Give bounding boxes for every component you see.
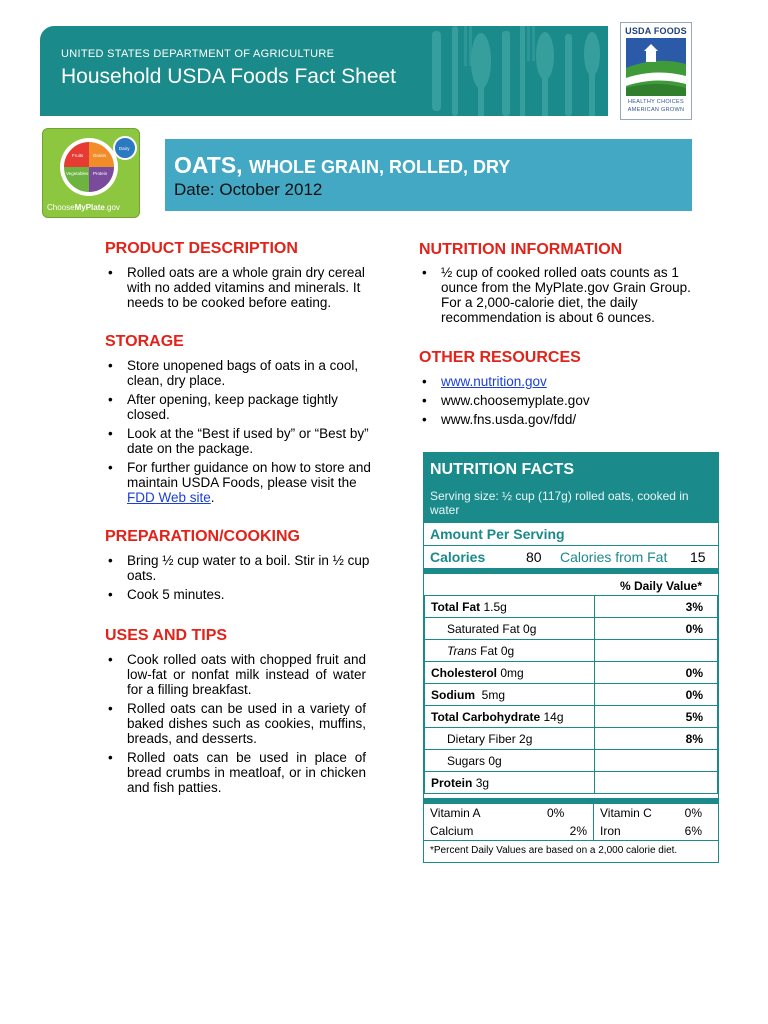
calories-row: [424, 546, 718, 568]
calories-from-fat-value: 15: [690, 549, 706, 565]
list-item: [105, 460, 383, 505]
myplate-logo: [42, 128, 140, 218]
uses-tips-heading: USES AND TIPS: [105, 627, 228, 644]
product-description-heading: PRODUCT DESCRIPTION: [105, 240, 298, 257]
table-row: [425, 750, 718, 772]
nutrition-information-list: [419, 265, 701, 329]
vitamin-value: 0%: [547, 806, 565, 820]
preparation-list: [105, 553, 383, 606]
storage-list: [105, 358, 383, 509]
nutrient-dv: 0%: [595, 662, 718, 684]
product-description-list: [105, 265, 375, 314]
product-title-box: [165, 139, 692, 211]
list-item: • Store unopened bags of oats in a cool, clean, dry place.: [105, 358, 383, 388]
guidance-text: For further guidance on how to store and maintain USDA Foods, please visit the: [127, 460, 371, 490]
table-row: [425, 706, 718, 728]
nutrient-dv: [595, 750, 718, 772]
nutrition-facts-title: NUTRITION FACTS: [430, 461, 574, 478]
vitamin-table: [424, 804, 718, 840]
nutrient-label: Trans Fat 0g: [425, 640, 595, 662]
nutrient-dv: 5%: [595, 706, 718, 728]
calories-value: 80: [526, 549, 542, 565]
table-row: [424, 822, 718, 840]
usda-logo-tagline-2: AMERICAN GROWN: [627, 107, 685, 113]
fact-sheet-title: Household USDA Foods Fact Sheet: [61, 65, 397, 88]
list-item: • Look at the “Best if used by” or “Best by” date on the package.: [105, 426, 383, 456]
calories-label: Calories: [430, 549, 486, 565]
nutrient-label: Protein 3g: [425, 772, 595, 794]
table-row: [425, 728, 718, 750]
nutrient-label: Cholesterol 0mg: [425, 662, 595, 684]
sheet-date: Date: October 2012: [174, 180, 323, 199]
plate-vegetables-label: Vegetables: [66, 171, 89, 176]
nutrition-facts-panel: [423, 452, 719, 863]
vitamin-label: Vitamin A: [430, 806, 481, 820]
vitamin-label: Vitamin C: [594, 804, 671, 822]
nutrient-dv: [595, 640, 718, 662]
list-item: • After opening, keep package tightly closed.: [105, 392, 383, 422]
nutrient-label: Total Fat 1.5g: [425, 596, 595, 618]
amount-per-serving: Amount Per Serving: [424, 523, 718, 546]
other-resources-heading: OTHER RESOURCES: [419, 349, 581, 366]
nutrient-label: Sugars 0g: [425, 750, 595, 772]
nutrition-information-heading: NUTRITION INFORMATION: [419, 241, 623, 258]
list-item: • Cook rolled oats with chopped fruit and low-fat or nonfat milk instead of water for a filling breakfast.: [105, 652, 366, 697]
myplate-choose: Choose: [47, 203, 75, 212]
agency-name: UNITED STATES DEPARTMENT OF AGRICULTURE: [61, 48, 335, 60]
list-item: [419, 393, 701, 408]
list-item: • ½ cup of cooked rolled oats counts as 1 ounce from the MyPlate.gov Grain Group. For a 2,000-calorie diet, the daily recommendation is about 6 ounces.: [419, 265, 701, 325]
resources-list: [419, 374, 701, 431]
myplate-suffix: .gov: [104, 203, 120, 212]
myplate-wordmark: [47, 203, 120, 212]
plate-grains-label: Grains: [93, 153, 107, 158]
list-item: • Cook 5 minutes.: [105, 587, 383, 602]
vitamin-label: Iron: [594, 822, 671, 840]
table-row: [425, 640, 718, 662]
list-item: [419, 412, 701, 427]
nutrient-table: [424, 595, 718, 794]
nutrient-dv: 0%: [595, 684, 718, 706]
plate-protein-label: Protein: [93, 171, 108, 176]
product-name: [174, 152, 510, 179]
plate-icon: [43, 129, 139, 205]
farm-landscape-icon: [626, 38, 686, 96]
usda-logo-tagline-1: HEALTHY CHOICES: [628, 99, 684, 105]
serving-size: Serving size: ½ cup (117g) rolled oats, cooked in water: [430, 489, 689, 517]
preparation-heading: PREPARATION/COOKING: [105, 528, 300, 545]
fdd-web-site-link[interactable]: FDD Web site: [127, 490, 211, 505]
nutrient-dv: 0%: [595, 618, 718, 640]
list-item: [419, 374, 701, 389]
fns-usda-link[interactable]: www.fns.usda.gov/fdd/: [441, 412, 577, 427]
nutrient-dv: 8%: [595, 728, 718, 750]
table-row: [425, 618, 718, 640]
storage-heading: STORAGE: [105, 333, 184, 350]
nutrient-label: Sodium 5mg: [425, 684, 595, 706]
table-row: [425, 684, 718, 706]
vitamin-value: 6%: [684, 824, 702, 838]
choosemyplate-link[interactable]: www.choosemyplate.gov: [441, 393, 590, 408]
list-item: • Rolled oats are a whole grain dry cereal with no added vitamins and minerals. It needs to be cooked before eating.: [105, 265, 375, 310]
nutrient-label: Saturated Fat 0g: [425, 618, 595, 640]
calories-from-fat-label: Calories from Fat: [560, 549, 668, 565]
daily-value-header: % Daily Value*: [619, 579, 702, 593]
myplate-brand: MyPlate: [74, 203, 105, 212]
nutrient-label: Dietary Fiber 2g: [425, 728, 595, 750]
product-subtitle: WHOLE GRAIN, ROLLED, DRY: [248, 157, 511, 177]
nutrient-dv: [595, 772, 718, 794]
uses-tips-list: [105, 652, 366, 799]
nutrition-gov-link[interactable]: www.nutrition.gov: [441, 374, 547, 389]
table-row: [425, 772, 718, 794]
list-item: • Rolled oats can be used in place of bread crumbs in meatloaf, or in chicken and fish patties.: [105, 750, 366, 795]
vitamin-value: 0%: [684, 806, 702, 820]
product-main-name: OATS,: [174, 152, 243, 178]
usda-foods-logo: [620, 22, 692, 120]
list-item: • Rolled oats can be used in a variety of baked dishes such as cookies, muffins, breads, and desserts.: [105, 701, 366, 746]
nutrient-label: Total Carbohydrate 14g: [425, 706, 595, 728]
nutrition-facts-header: [424, 453, 718, 523]
table-row: [424, 804, 718, 822]
table-row: [425, 596, 718, 618]
plate-dairy-label: Dairy: [119, 146, 130, 151]
plate-fruits-label: Fruits: [72, 153, 84, 158]
vitamin-label: Calcium: [430, 824, 474, 838]
guidance-end: .: [210, 490, 215, 505]
nutrient-dv: 3%: [595, 596, 718, 618]
list-item: • Bring ½ cup water to a boil. Stir in ½ cup oats.: [105, 553, 383, 583]
table-row: [425, 662, 718, 684]
header-banner: [40, 26, 608, 116]
usda-logo-title: USDA FOODS: [625, 26, 687, 36]
daily-value-footnote: *Percent Daily Values are based on a 2,000 calorie diet.: [424, 840, 718, 862]
vitamin-value: 2%: [569, 824, 587, 838]
